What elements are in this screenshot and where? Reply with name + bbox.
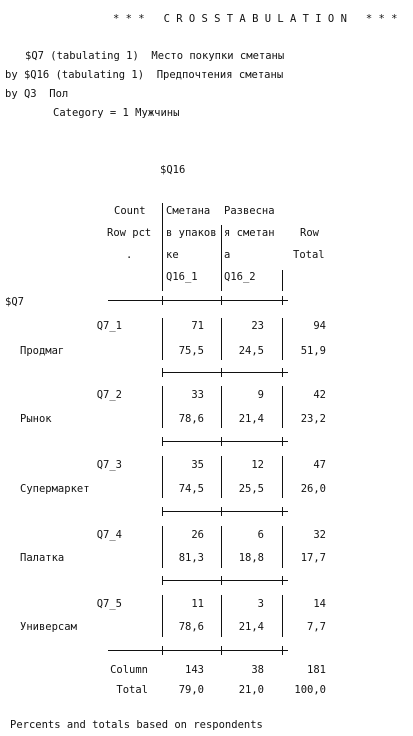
cell-pct: 51,9	[300, 345, 326, 357]
header-separator-3	[282, 270, 283, 291]
row-label: Палатка	[20, 552, 65, 564]
cell-border	[162, 386, 163, 428]
cell-pct: 81,3	[178, 552, 204, 564]
row-separator	[162, 441, 288, 442]
footer-note: Percents and totals based on respondents	[10, 719, 263, 731]
cell-count: 11	[191, 598, 204, 610]
rule-tick	[162, 368, 163, 377]
row-code: Q7_4	[96, 529, 122, 541]
total-count: 181	[307, 664, 326, 676]
cell-count: 6	[257, 529, 264, 541]
cell-border	[282, 386, 283, 428]
cell-border	[221, 456, 222, 498]
row-separator	[162, 372, 288, 373]
total-pct: 100,0	[294, 684, 326, 696]
row-label: Универсам	[20, 621, 77, 633]
cell-pct: 74,5	[178, 483, 204, 495]
rule-tick	[221, 576, 222, 585]
table-bottom-rule	[108, 650, 288, 651]
cell-count: 23	[251, 320, 264, 332]
row-code: Q7_3	[96, 459, 122, 471]
rowtotal-header-line-2: Total	[293, 249, 325, 261]
rule-tick	[221, 368, 222, 377]
cell-border	[282, 595, 283, 637]
col2-header-line-3: а	[224, 249, 231, 261]
rule-tick	[282, 507, 283, 516]
rule-tick	[162, 437, 163, 446]
row-code: Q7_5	[96, 598, 122, 610]
cell-border	[282, 526, 283, 568]
cell-pct: 7,7	[307, 621, 326, 633]
stub-dot: .	[126, 249, 133, 261]
cell-border	[282, 456, 283, 498]
cell-count: 9	[257, 389, 264, 401]
cell-pct: 25,5	[238, 483, 264, 495]
row-label: Рынок	[20, 413, 52, 425]
rule-tick	[282, 368, 283, 377]
cell-count: 14	[313, 598, 326, 610]
stub-count-label: Count	[114, 205, 146, 217]
cell-count: 42	[313, 389, 326, 401]
column-total-label-2: Total	[116, 684, 148, 696]
cell-count: 26	[191, 529, 204, 541]
cell-border	[162, 595, 163, 637]
cell-pct: 78,6	[178, 621, 204, 633]
cell-border	[162, 318, 163, 360]
rowtotal-header-line-1: Row	[300, 227, 319, 239]
total-count: 38	[251, 664, 264, 676]
header-separator-1	[162, 203, 163, 291]
row-code: Q7_2	[96, 389, 122, 401]
rule-tick	[221, 437, 222, 446]
rule-tick	[282, 437, 283, 446]
cell-count: 94	[313, 320, 326, 332]
column-total-label-1: Column	[110, 664, 148, 676]
header-line-4: Category = 1 Мужчины	[53, 107, 180, 119]
header-line-1: $Q7 (tabulating 1) Место покупки сметаны	[25, 50, 285, 62]
rule-tick	[282, 576, 283, 585]
cell-border	[162, 526, 163, 568]
cell-pct: 26,0	[300, 483, 326, 495]
column-variable: $Q16	[160, 164, 186, 176]
cell-pct: 24,5	[238, 345, 264, 357]
cell-border	[221, 318, 222, 360]
rule-tick	[221, 646, 222, 655]
col1-header-line-2: в упаков	[166, 227, 217, 239]
row-label: Супермаркет	[20, 483, 90, 495]
cell-count: 33	[191, 389, 204, 401]
row-code: Q7_1	[96, 320, 122, 332]
cell-count: 35	[191, 459, 204, 471]
rule-tick	[221, 296, 222, 305]
table-top-rule	[108, 300, 288, 301]
rule-tick	[162, 296, 163, 305]
row-separator	[162, 511, 288, 512]
cell-count: 12	[251, 459, 264, 471]
col2-code: Q16_2	[224, 271, 256, 283]
col2-header-line-2: я сметан	[224, 227, 275, 239]
col1-code: Q16_1	[166, 271, 198, 283]
header-line-3: by Q3 Пол	[5, 88, 69, 100]
cell-count: 3	[257, 598, 264, 610]
rule-tick	[282, 646, 283, 655]
cell-pct: 18,8	[238, 552, 264, 564]
rule-tick	[282, 296, 283, 305]
rule-tick	[162, 576, 163, 585]
cell-pct: 78,6	[178, 413, 204, 425]
col1-header-line-1: Сметана	[166, 205, 211, 217]
row-label: Продмаг	[20, 345, 65, 357]
header-line-2: by $Q16 (tabulating 1) Предпочтения сметаны	[5, 69, 284, 81]
row-separator	[162, 580, 288, 581]
total-pct: 21,0	[238, 684, 264, 696]
row-variable: $Q7	[5, 296, 24, 308]
cell-border	[221, 386, 222, 428]
total-pct: 79,0	[178, 684, 204, 696]
cell-pct: 21,4	[238, 413, 264, 425]
col1-header-line-3: ке	[166, 249, 179, 261]
cell-count: 32	[313, 529, 326, 541]
rule-tick	[162, 507, 163, 516]
cell-border	[221, 526, 222, 568]
cell-border	[282, 318, 283, 360]
stub-rowpct-label: Row pct	[107, 227, 152, 239]
cell-count: 47	[313, 459, 326, 471]
cell-pct: 21,4	[238, 621, 264, 633]
report-title: * * * C R O S S T A B U L A T I O N * * *	[113, 13, 398, 25]
rule-tick	[162, 646, 163, 655]
cell-border	[162, 456, 163, 498]
cell-pct: 17,7	[300, 552, 326, 564]
cell-border	[221, 595, 222, 637]
cell-count: 71	[191, 320, 204, 332]
col2-header-line-1: Развесна	[224, 205, 275, 217]
cell-pct: 75,5	[178, 345, 204, 357]
rule-tick	[221, 507, 222, 516]
header-separator-2	[221, 225, 222, 291]
cell-pct: 23,2	[300, 413, 326, 425]
total-count: 143	[185, 664, 204, 676]
